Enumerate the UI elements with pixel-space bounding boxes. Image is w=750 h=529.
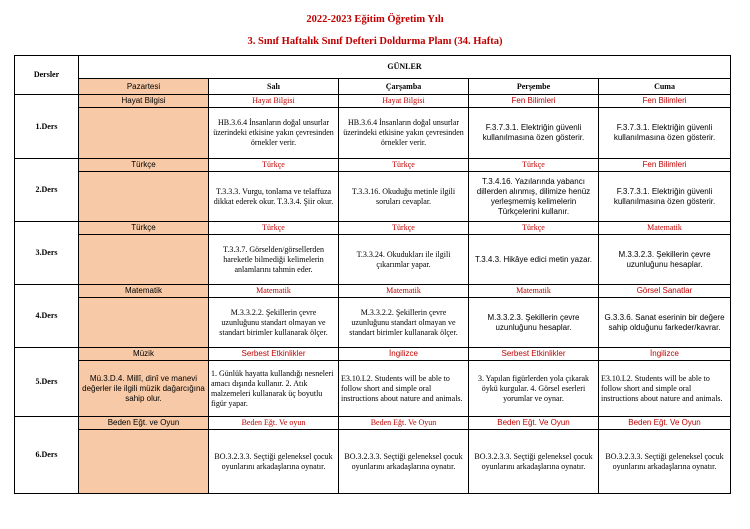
content-cell-monday (79, 172, 209, 222)
content-cell-wednesday: HB.3.6.4 İnsanların doğal unsurlar üzerindeki etkisine yakın çevresinden örnekler verir. (339, 108, 469, 159)
subject-cell-thursday: Matematik (469, 285, 599, 298)
content-cell-wednesday: T.3.3.24. Okudukları ile ilgili çıkarımlar yapar. (339, 235, 469, 285)
gunler-header: GÜNLER (79, 56, 731, 79)
content-row (15, 430, 731, 494)
subject-cell-thursday: Serbest Etkinlikler (469, 348, 599, 361)
lesson-label: 6.Ders (15, 417, 79, 494)
day-header-friday: Cuma (599, 79, 731, 95)
subject-cell-wednesday: Hayat Bilgisi (339, 95, 469, 108)
content-cell-wednesday: E3.10.L2. Students will be able to follow short and simple oral instructions about nature and animals. (339, 361, 469, 417)
content-cell-tuesday: M.3.3.2.2. Şekillerin çevre uzunluğunu standart olmayan ve standart birimler kullanarak ölçer. (209, 298, 339, 348)
subject-cell-friday: Görsel Sanatlar (599, 285, 731, 298)
content-cell-wednesday: M.3.3.2.2. Şekillerin çevre uzunluğunu standart olmayan ve standart birimler kullanarak ölçer. (339, 298, 469, 348)
subject-cell-monday: Hayat Bilgisi (79, 95, 209, 108)
content-cell-tuesday: T.3.3.7. Görselden/görsellerden hareketle bilmediği kelimelerin anlamlarını tahmin eder. (209, 235, 339, 285)
content-cell-thursday: BO.3.2.3.3. Seçtiği geleneksel çocuk oyunlarını arkadaşlarına oynatır. (469, 430, 599, 494)
content-cell-tuesday: 1. Günlük hayatta kullandığı nesneleri amacı dışında kullanır. 2. Atık malzemeleri kullanarak üç boyutlu figür yapar. (209, 361, 339, 417)
content-cell-tuesday: HB.3.6.4 İnsanların doğal unsurlar üzerindeki etkisine yakın çevresinden örnekler verir. (209, 108, 339, 159)
content-cell-thursday: F.3.7.3.1. Elektriğin güvenli kullanılmasına özen gösterir. (469, 108, 599, 159)
subject-cell-monday: Müzik (79, 348, 209, 361)
subject-row (15, 348, 731, 361)
content-cell-friday: G.3.3.6. Sanat eserinin bir değere sahip olduğunu farkeder/kavrar. (599, 298, 731, 348)
content-cell-friday: F.3.7.3.1. Elektriğin güvenli kullanılmasına özen gösterir. (599, 108, 731, 159)
subject-cell-wednesday: Türkçe (339, 159, 469, 172)
content-row (15, 298, 731, 348)
lesson-label: 3.Ders (15, 222, 79, 285)
content-cell-wednesday: BO.3.2.3.3. Seçtiği geleneksel çocuk oyunlarını arkadaşlarına oynatır. (339, 430, 469, 494)
subject-cell-monday: Türkçe (79, 222, 209, 235)
subject-cell-friday: Fen Bilimleri (599, 159, 731, 172)
content-cell-thursday: T.3.4.16. Yazılarında yabancı dillerden alınmış, dilimize henüz yerleşmemiş kelimelerin Türkçelerini kullanır. (469, 172, 599, 222)
subject-cell-tuesday: Türkçe (209, 222, 339, 235)
content-cell-monday (79, 108, 209, 159)
weekly-plan-table (14, 55, 731, 494)
document-title: 2022-2023 Eğitim Öğretim Yılı (306, 14, 444, 25)
subject-cell-friday: İngilizce (599, 348, 731, 361)
subject-cell-tuesday: Türkçe (209, 159, 339, 172)
content-cell-monday (79, 298, 209, 348)
subject-cell-thursday: Türkçe (469, 222, 599, 235)
subject-cell-friday: Matematik (599, 222, 731, 235)
content-row (15, 172, 731, 222)
content-cell-friday: E3.10.L2. Students will be able to follow short and simple oral instructions about nature and animals. (599, 361, 731, 417)
lesson-label: 5.Ders (15, 348, 79, 417)
subject-cell-tuesday: Matematik (209, 285, 339, 298)
day-header-monday: Pazartesi (79, 79, 209, 95)
content-cell-friday: F.3.7.3.1. Elektriğin güvenli kullanılmasına özen gösterir. (599, 172, 731, 222)
subject-row (15, 159, 731, 172)
dersler-header: Dersler (15, 56, 79, 95)
subject-cell-tuesday: Serbest Etkinlikler (209, 348, 339, 361)
subject-row (15, 95, 731, 108)
content-row (15, 361, 731, 417)
subject-cell-tuesday: Beden Eğt. Ve oyun (209, 417, 339, 430)
subject-row (15, 222, 731, 235)
subject-row (15, 285, 731, 298)
subject-cell-wednesday: Beden Eğt. Ve Oyun (339, 417, 469, 430)
content-cell-wednesday: T.3.3.16. Okuduğu metinle ilgili soruları cevaplar. (339, 172, 469, 222)
subject-cell-thursday: Beden Eğt. Ve Oyun (469, 417, 599, 430)
content-cell-monday: Mü.3.D.4. Millî, dinî ve manevi değerler ile ilgili müzik dağarcığına sahip olur. (79, 361, 209, 417)
subject-cell-friday: Fen Bilimleri (599, 95, 731, 108)
subject-cell-wednesday: Türkçe (339, 222, 469, 235)
subject-cell-tuesday: Hayat Bilgisi (209, 95, 339, 108)
subject-cell-wednesday: Matematik (339, 285, 469, 298)
lesson-label: 4.Ders (15, 285, 79, 348)
content-cell-thursday: T.3.4.3. Hikâye edici metin yazar. (469, 235, 599, 285)
content-cell-monday (79, 235, 209, 285)
day-header-thursday: Perşembe (469, 79, 599, 95)
document-subtitle: 3. Sınıf Haftalık Sınıf Defteri Doldurma Planı (34. Hafta) (247, 36, 503, 47)
days-row (15, 79, 731, 95)
content-cell-friday: M.3.3.2.3. Şekillerin çevre uzunluğunu hesaplar. (599, 235, 731, 285)
content-row (15, 235, 731, 285)
subject-cell-monday: Beden Eğt. ve Oyun (79, 417, 209, 430)
day-header-tuesday: Salı (209, 79, 339, 95)
subject-cell-thursday: Fen Bilimleri (469, 95, 599, 108)
day-header-wednesday: Çarşamba (339, 79, 469, 95)
content-cell-thursday: 3. Yapılan figürlerden yola çıkarak öykü kurgular. 4. Görsel eserleri yorumlar ve oynar. (469, 361, 599, 417)
content-cell-thursday: M.3.3.2.3. Şekillerin çevre uzunluğunu hesaplar. (469, 298, 599, 348)
header-row (15, 56, 731, 79)
subject-cell-monday: Türkçe (79, 159, 209, 172)
lesson-label: 1.Ders (15, 95, 79, 159)
subject-cell-friday: Beden Eğt. Ve Oyun (599, 417, 731, 430)
content-row (15, 108, 731, 159)
content-cell-monday (79, 430, 209, 494)
content-cell-tuesday: BO.3.2.3.3. Seçtiği geleneksel çocuk oyunlarını arkadaşlarına oynatır. (209, 430, 339, 494)
subject-cell-thursday: Türkçe (469, 159, 599, 172)
content-cell-tuesday: T.3.3.3. Vurgu, tonlama ve telaffuza dikkat ederek okur. T.3.3.4. Şiir okur. (209, 172, 339, 222)
subject-cell-wednesday: İngilizce (339, 348, 469, 361)
lesson-label: 2.Ders (15, 159, 79, 222)
subject-row (15, 417, 731, 430)
content-cell-friday: BO.3.2.3.3. Seçtiği geleneksel çocuk oyunlarını arkadaşlarına oynatır. (599, 430, 731, 494)
subject-cell-monday: Matematik (79, 285, 209, 298)
